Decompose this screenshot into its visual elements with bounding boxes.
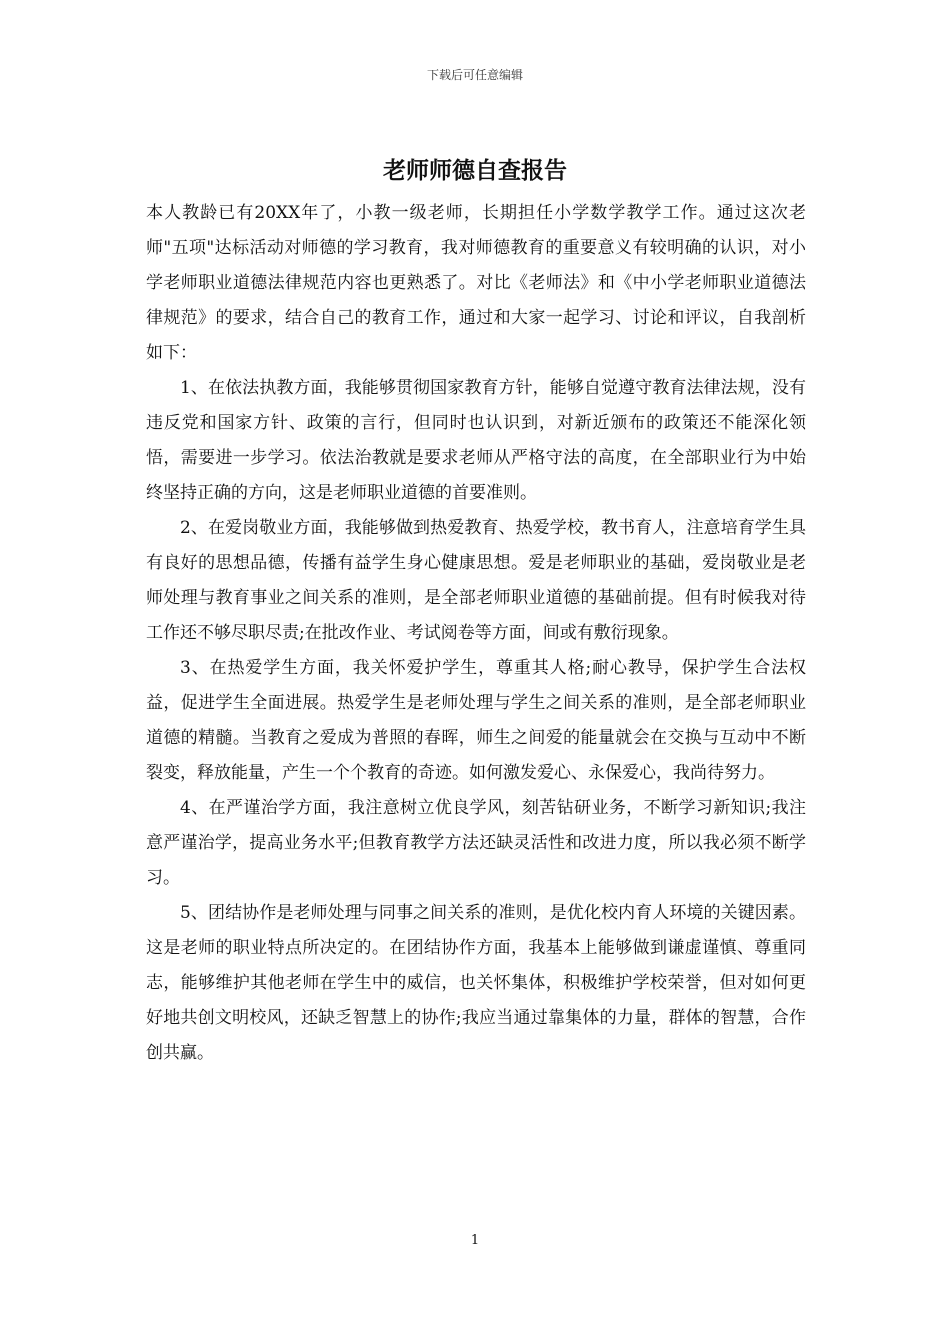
paragraph-lawful-teaching: 1、在依法执教方面，我能够贯彻国家教育方针，能够自觉遵守教育法律法规，没有违反党和国家方针、政策的言行，但同时也认识到，对新近颁布的政策还不能深化领悟，需要进一步学习。依法治教就是要求老师从严格守法的高度，在全部职业行为中始终坚持正确的方向，这是老师职业道德的首要准则。 xyxy=(146,378,806,503)
header-note: 下载后可任意编辑 xyxy=(426,68,523,82)
paragraph-teamwork: 5、团结协作是老师处理与同事之间关系的准则，是优化校内育人环境的关键因素。这是老师的职业特点所决定的。在团结协作方面，我基本上能够做到谦虚谨慎、尊重同志，能够维护其他老师在学生中的威信，也关怀集体，积极维护学校荣誉，但对如何更好地共创文明校风，还缺乏智慧上的协作;我应当通过靠集体的力量，群体的智慧，合作创共赢。 xyxy=(146,903,806,1063)
intro-paragraph: 本人教龄已有20XX年了，小教一级老师，长期担任小学数学教学工作。通过这次老师"五项"达标活动对师德的学习教育，我对师德教育的重要意义有较明确的认识，对小学老师职业道德法律规范内容也更熟悉了。对比《老师法》和《中小学老师职业道德法律规范》的要求，结合自己的教育工作，通过和大家一起学习、讨论和评议，自我剖析如下： xyxy=(146,203,806,363)
page-number: 1 xyxy=(470,1233,480,1248)
paragraph-love-students: 3、在热爱学生方面，我关怀爱护学生，尊重其人格;耐心教导，保护学生合法权益，促进学生全面进展。热爱学生是老师处理与学生之间关系的准则，是全部老师职业道德的精髓。当教育之爱成为普照的春晖，师生之间爱的能量就会在交换与互动中不断裂变，释放能量，产生一个个教育的奇迹。如何激发爱心、永保爱心，我尚待努力。 xyxy=(146,658,806,783)
document-body xyxy=(146,196,806,1071)
paragraph-rigorous-study: 4、在严谨治学方面，我注意树立优良学风，刻苦钻研业务，不断学习新知识;我注意严谨治学，提高业务水平;但教育教学方法还缺灵活性和改进力度，所以我必须不断学习。 xyxy=(146,798,806,888)
paragraph-job-dedication: 2、在爱岗敬业方面，我能够做到热爱教育、热爱学校，教书育人，注意培育学生具有良好的思想品德，传播有益学生身心健康思想。爱是老师职业的基础，爱岗敬业是老师处理与教育事业之间关系的准则，是全部老师职业道德的基础前提。但有时候我对待工作还不够尽职尽责;在批改作业、考试阅卷等方面，间或有敷衍现象。 xyxy=(146,518,806,643)
document-title: 老师师德自查报告 xyxy=(383,157,567,184)
